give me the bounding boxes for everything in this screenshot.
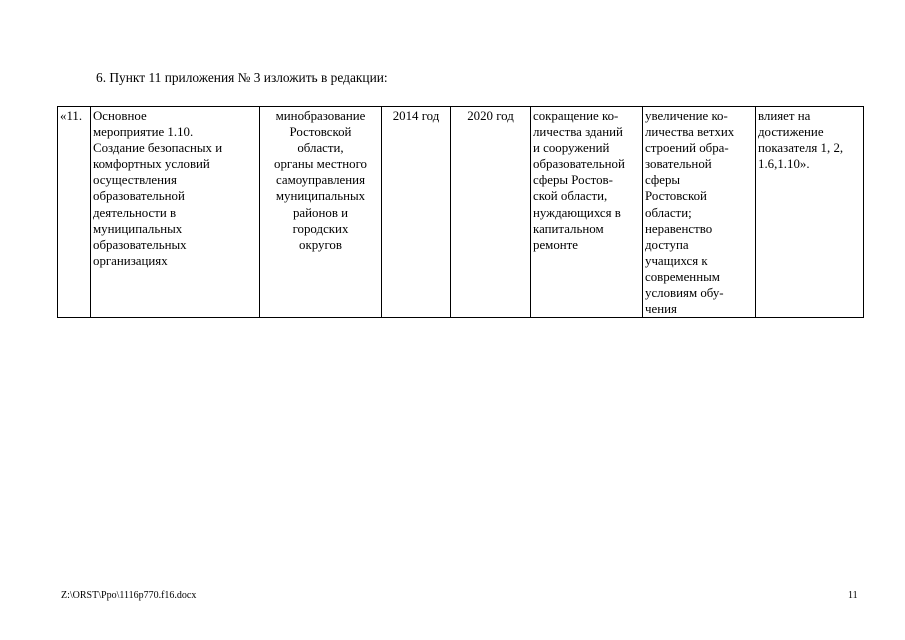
cell-measure-name: Основное мероприятие 1.10. Создание безопасных и комфортных условий осуществления образовательной деятельности в муниципальных образовательных организациях [91, 107, 260, 318]
cell-consequences: увеличение ко- личества ветхих строений обра- зовательной сферы Ростовской области; неравенство доступа учащихся к современным условиям обу- чения [643, 107, 756, 318]
cell-end-year: 2020 год [451, 107, 531, 318]
paragraph-heading: 6. Пункт 11 приложения № 3 изложить в редакции: [96, 70, 388, 85]
cell-start-year: 2014 год [382, 107, 451, 318]
table-row [58, 107, 864, 318]
amendment-table [57, 106, 864, 318]
footer-file-path: Z:\ORST\Ppo\1116p770.f16.docx [61, 590, 197, 601]
cell-indicators: влияет на достижение показателя 1, 2, 1.6,1.10». [756, 107, 864, 318]
cell-number: «11. [58, 107, 91, 318]
cell-expected-result: сокращение ко- личества зданий и сооружений образовательной сферы Ростов- ской области, нуждающихся в капитальном ремонте [531, 107, 643, 318]
cell-executor: минобразование Ростовской области, органы местного самоуправления муниципальных районов и городских округов [260, 107, 382, 318]
footer-page-number: 11 [848, 590, 858, 601]
